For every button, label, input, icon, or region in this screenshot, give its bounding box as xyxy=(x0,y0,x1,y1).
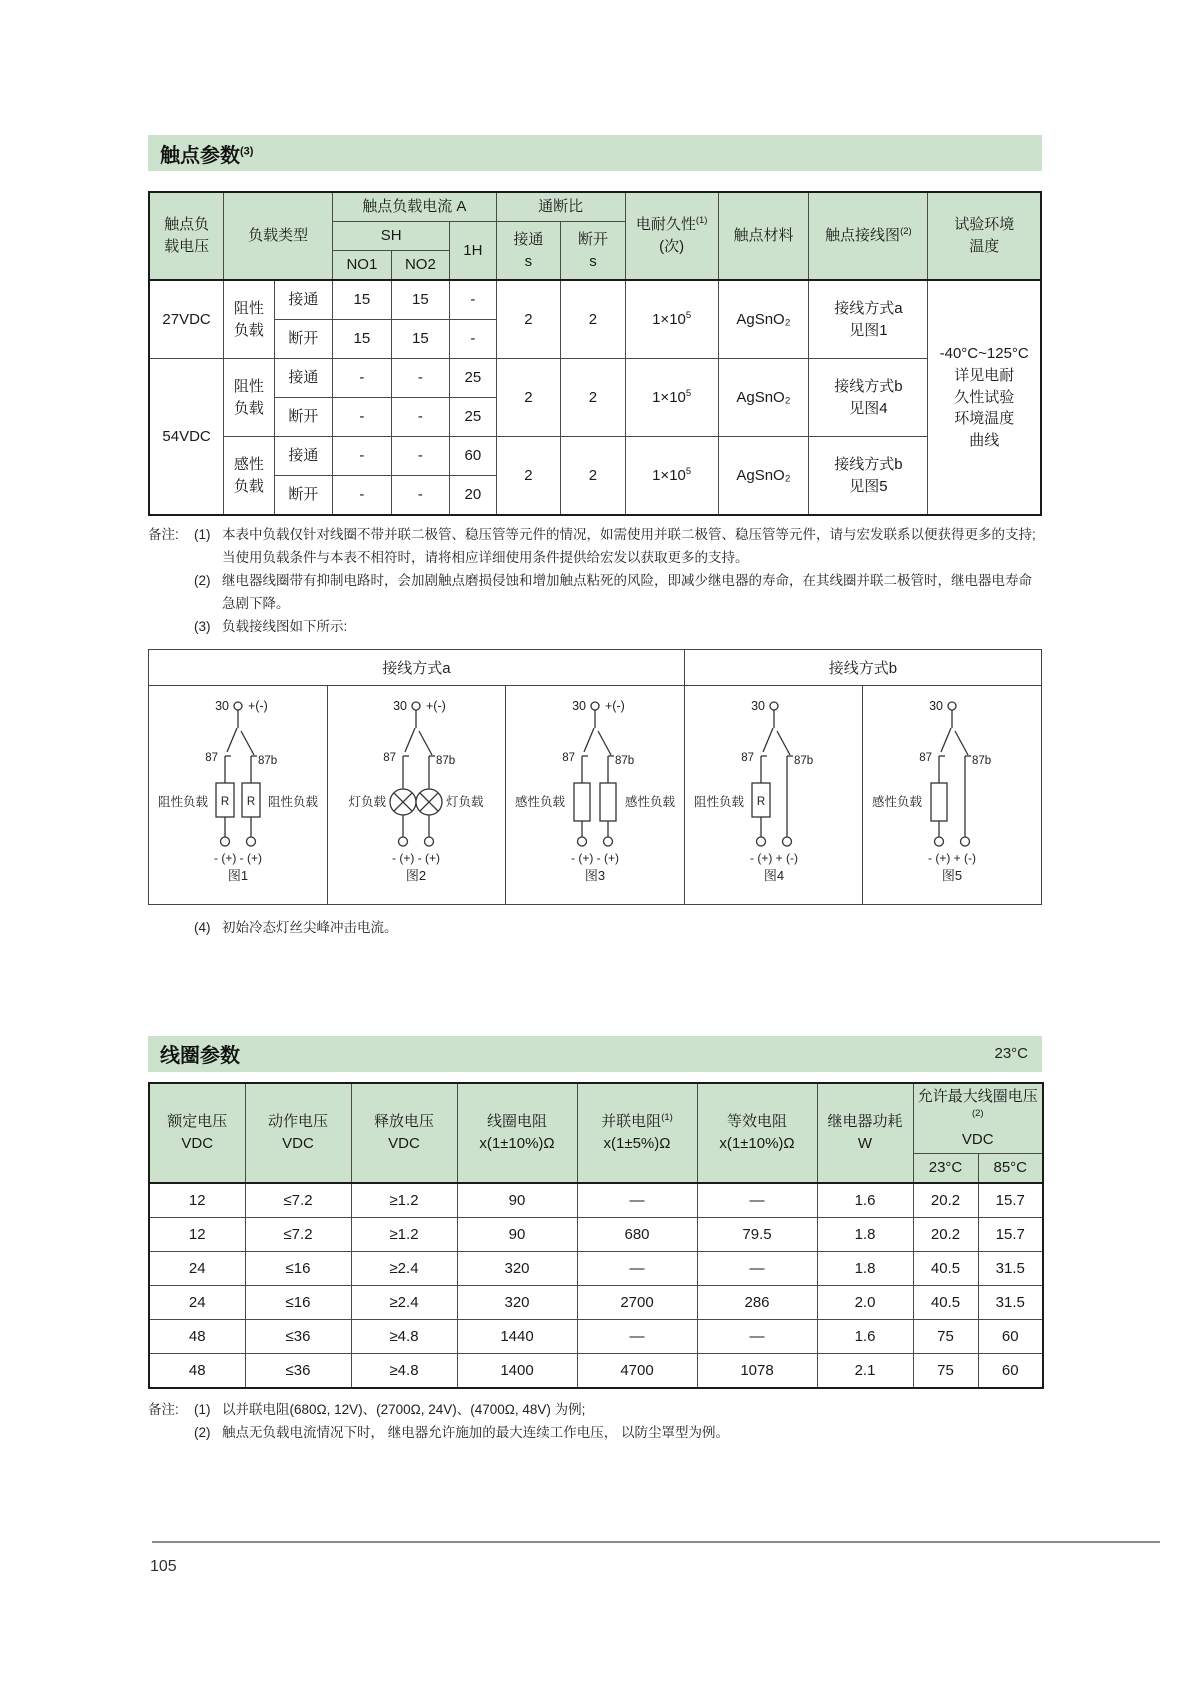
diagram-cell-fig1 xyxy=(149,685,328,904)
table-cell: 1078 xyxy=(697,1353,817,1388)
table-cell: 54VDC xyxy=(149,359,224,516)
table-cell: 20.2 xyxy=(913,1183,978,1218)
contact-table-note4 xyxy=(148,917,1042,940)
note-text: 负载接线图如下所示: xyxy=(222,618,348,634)
wiring-diagram-图4 xyxy=(686,688,862,890)
note-text: 触点无负载电流情况下时， 继电器允许施加的最大连续工作电压， 以防尘罩型为例。 xyxy=(222,1424,730,1440)
table-cell: 90 xyxy=(457,1217,577,1251)
table-cell: 24 xyxy=(149,1285,245,1319)
table-cell: AgSnO₂ xyxy=(718,437,809,516)
table-cell: AgSnO₂ xyxy=(718,359,809,437)
svg-text:感性负载: 感性负载 xyxy=(514,794,565,809)
table-cell: 40.5 xyxy=(913,1251,978,1285)
column-header: 通断比 xyxy=(496,192,625,222)
table-cell: - xyxy=(333,437,392,476)
table-cell: 27VDC xyxy=(149,280,224,359)
svg-text:阻性负载: 阻性负载 xyxy=(157,794,208,809)
table-cell: ≤16 xyxy=(245,1251,351,1285)
table-cell: 1400 xyxy=(457,1353,577,1388)
page-number: 105 xyxy=(150,1558,177,1575)
wiring-diagram-图3 xyxy=(507,688,683,890)
svg-text:30: 30 xyxy=(572,698,586,713)
table-cell: 1440 xyxy=(457,1319,577,1353)
svg-text:+(-): +(-) xyxy=(247,698,268,713)
svg-text:图5: 图5 xyxy=(942,867,963,883)
table-cell: 2 xyxy=(496,280,561,359)
svg-text:30: 30 xyxy=(393,698,408,713)
table-cell: 15.7 xyxy=(978,1183,1043,1218)
table-cell: 48 xyxy=(149,1319,245,1353)
note-item xyxy=(194,524,1042,570)
coil-section-title-text: 线圈参数 xyxy=(160,1045,240,1068)
note-number: (3) xyxy=(194,618,211,634)
note-text: 以并联电阻(680Ω, 12V)、(2700Ω, 24V)、(4700Ω, 48V) 为例; xyxy=(222,1401,586,1417)
column-header: 断开 s xyxy=(561,222,626,281)
page-content xyxy=(148,135,1042,1445)
note-text: 本表中负载仅针对线圈不带并联二极管、稳压管等元件的情况，如需使用并联二极管、稳压管等元件，请与宏发联系以便获得更多的支持; 当使用负载条件与本表不相符时，请将相应详细使用条件提供给宏发以获取更多的支持。 xyxy=(222,527,1036,565)
contact-section-title-text: 触点参数 xyxy=(160,144,240,167)
table-cell: 接通 xyxy=(274,359,333,398)
table-cell: ≥1.2 xyxy=(351,1183,457,1218)
svg-text:+(-): +(-) xyxy=(426,698,447,713)
svg-text:87: 87 xyxy=(740,751,754,764)
diagram-cell-fig3 xyxy=(506,685,685,904)
svg-text:87: 87 xyxy=(383,751,397,764)
table-cell: 79.5 xyxy=(697,1217,817,1251)
column-header: 负载类型 xyxy=(224,192,333,280)
note-item xyxy=(194,616,1042,639)
table-cell: 2.1 xyxy=(817,1353,913,1388)
contact-section-title-sup: (3) xyxy=(240,144,254,157)
column-header: 等效电阻 x(1±10%)Ω xyxy=(697,1083,817,1183)
table-cell: — xyxy=(697,1183,817,1218)
table-cell: 4700 xyxy=(577,1353,697,1388)
table-cell: - xyxy=(333,398,392,437)
table-cell: 1.8 xyxy=(817,1251,913,1285)
wiring-diagram-图1 xyxy=(150,688,326,890)
svg-text:灯负载: 灯负载 xyxy=(446,794,484,809)
diagram-cell-fig5 xyxy=(863,685,1042,904)
table-cell: - xyxy=(391,359,450,398)
contact-table-notes xyxy=(148,524,1042,639)
svg-text:阻性负载: 阻性负载 xyxy=(267,794,318,809)
column-header: 并联电阻$^{(1)}$ x(1±5%)Ω xyxy=(577,1083,697,1183)
svg-text:阻性负载: 阻性负载 xyxy=(693,794,744,809)
table-cell: 320 xyxy=(457,1285,577,1319)
table-cell: 断开 xyxy=(274,398,333,437)
column-header: 电耐久性$^{(1)}$ (次) xyxy=(625,192,718,280)
note-item xyxy=(194,1399,1042,1422)
table-cell: ≥4.8 xyxy=(351,1353,457,1388)
svg-text:87b: 87b xyxy=(972,754,992,767)
svg-text:- (+) - (+): - (+) - (+) xyxy=(570,850,619,865)
table-cell: - xyxy=(391,476,450,516)
table-cell: $1\times 10^5$ xyxy=(625,359,718,437)
table-cell: ≥1.2 xyxy=(351,1217,457,1251)
table-cell: 接线方式b 见图4 xyxy=(809,359,928,437)
coil-parameters-section-header xyxy=(148,1036,1042,1072)
column-header: 线圈电阻 x(1±10%)Ω xyxy=(457,1083,577,1183)
contact-note4-list xyxy=(194,917,1042,940)
note-number: (2) xyxy=(194,572,211,588)
svg-text:87b: 87b xyxy=(793,754,813,767)
note-item xyxy=(194,917,1042,940)
column-header: 触点接线图$^{(2)}$ xyxy=(809,192,928,280)
column-header: 继电器功耗 W xyxy=(817,1083,913,1183)
table-cell: 2700 xyxy=(577,1285,697,1319)
table-cell: 2 xyxy=(561,359,626,437)
table-cell: ≤36 xyxy=(245,1319,351,1353)
contact-parameters-table xyxy=(148,191,1042,516)
table-row xyxy=(149,280,1041,320)
table-cell: 40.5 xyxy=(913,1285,978,1319)
column-header: 1H xyxy=(450,222,496,281)
table-cell: 20.2 xyxy=(913,1217,978,1251)
wiring-method-b-header: 接线方式b xyxy=(684,649,1041,685)
table-cell: — xyxy=(697,1251,817,1285)
table-row xyxy=(149,359,1041,398)
svg-text:- (+) + (-): - (+) + (-) xyxy=(928,850,977,865)
table-cell: 2.0 xyxy=(817,1285,913,1319)
note-text: 继电器线圈带有抑制电路时，会加剧触点磨损侵蚀和增加触点粘死的风险，即减少继电器的寿命，在其线圈并联二极管时，继电器电寿命 急剧下降。 xyxy=(222,572,1032,611)
table-cell: 286 xyxy=(697,1285,817,1319)
table-cell: 断开 xyxy=(274,320,333,359)
svg-text:图1: 图1 xyxy=(227,867,248,883)
notes-label: 备注: xyxy=(148,527,179,542)
coil-section-title xyxy=(160,1039,240,1068)
table-cell: - xyxy=(450,320,496,359)
svg-text:87: 87 xyxy=(205,751,218,764)
table-cell: 31.5 xyxy=(978,1251,1043,1285)
table-cell: 24 xyxy=(149,1251,245,1285)
svg-text:87b: 87b xyxy=(436,754,456,767)
table-cell: 2 xyxy=(496,437,561,516)
svg-text:87b: 87b xyxy=(257,754,277,767)
table-cell: 25 xyxy=(450,359,496,398)
column-header: 动作电压 VDC xyxy=(245,1083,351,1183)
diagram-cell-fig4 xyxy=(684,685,863,904)
table-cell: - xyxy=(391,437,450,476)
coil-notes-list xyxy=(194,1399,1042,1445)
svg-text:87b: 87b xyxy=(614,754,635,767)
column-header: 85°C xyxy=(978,1153,1043,1183)
table-cell: 31.5 xyxy=(978,1285,1043,1319)
table-row xyxy=(149,1217,1043,1251)
column-header: 允许最大线圈电压$^{(2)}$ VDC xyxy=(913,1083,1043,1154)
table-cell: 2 xyxy=(496,359,561,437)
svg-text:灯负载: 灯负载 xyxy=(348,794,387,809)
table-cell: ≥4.8 xyxy=(351,1319,457,1353)
load-wiring-diagram-table xyxy=(148,649,1042,905)
table-cell: ≤7.2 xyxy=(245,1217,351,1251)
table-cell: 15 xyxy=(333,280,392,320)
svg-text:- (+) + (-): - (+) + (-) xyxy=(749,850,798,865)
table-cell: 75 xyxy=(913,1353,978,1388)
table-row xyxy=(149,1353,1043,1388)
table-cell: -40°C~125°C 详见电耐 久性试验 环境温度 曲线 xyxy=(928,280,1041,515)
column-header: NO1 xyxy=(333,251,392,281)
table-row xyxy=(149,437,1041,476)
column-header: 触点负载电流 A xyxy=(333,192,496,222)
table-cell: 60 xyxy=(450,437,496,476)
svg-text:R: R xyxy=(246,795,255,808)
table-cell: 60 xyxy=(978,1353,1043,1388)
column-header: 释放电压 VDC xyxy=(351,1083,457,1183)
diagram-row xyxy=(149,685,1042,904)
svg-text:30: 30 xyxy=(929,698,944,713)
table-cell: AgSnO₂ xyxy=(718,280,809,359)
table-cell: 15 xyxy=(391,280,450,320)
note-number: (4) xyxy=(194,919,211,935)
wiring-diagram-图2 xyxy=(328,688,504,890)
table-cell: 断开 xyxy=(274,476,333,516)
table-cell: 感性 负载 xyxy=(224,437,274,516)
table-cell: 48 xyxy=(149,1353,245,1388)
column-header: 触点材料 xyxy=(718,192,809,280)
table-cell: — xyxy=(697,1319,817,1353)
table-cell: 2 xyxy=(561,280,626,359)
contact-notes-list xyxy=(194,524,1042,639)
note-number: (1) xyxy=(194,527,211,542)
column-header: 触点负 载电压 xyxy=(149,192,224,280)
table-cell: 阻性 负载 xyxy=(224,280,274,359)
note-text: 初始冷态灯丝尖峰冲击电流。 xyxy=(222,919,398,935)
table-cell: 1.6 xyxy=(817,1183,913,1218)
column-header: NO2 xyxy=(391,251,450,281)
table-cell: 接通 xyxy=(274,437,333,476)
svg-text:图3: 图3 xyxy=(584,867,606,883)
table-cell: 15.7 xyxy=(978,1217,1043,1251)
table-cell: 90 xyxy=(457,1183,577,1218)
table-cell: - xyxy=(333,359,392,398)
contact-section-title xyxy=(160,139,253,168)
table-cell: $1\times 10^5$ xyxy=(625,280,718,359)
table-cell: 15 xyxy=(391,320,450,359)
coil-section-temperature: 23°C xyxy=(994,1045,1028,1063)
coil-table-notes xyxy=(148,1399,1042,1445)
contact-parameters-section-header xyxy=(148,135,1042,171)
table-cell: — xyxy=(577,1251,697,1285)
table-row xyxy=(149,1183,1043,1218)
table-cell: — xyxy=(577,1183,697,1218)
svg-text:感性负载: 感性负载 xyxy=(624,794,675,809)
table-cell: 2 xyxy=(561,437,626,516)
notes-label-spacer xyxy=(148,917,194,940)
coil-parameters-table xyxy=(148,1082,1044,1389)
table-cell: 320 xyxy=(457,1251,577,1285)
table-cell: 1.8 xyxy=(817,1217,913,1251)
table-cell: ≥2.4 xyxy=(351,1285,457,1319)
svg-text:- (+) - (+): - (+) - (+) xyxy=(213,850,262,865)
table-row xyxy=(149,1285,1043,1319)
table-cell: 680 xyxy=(577,1217,697,1251)
wiring-method-a-header: 接线方式a xyxy=(149,649,685,685)
table-cell: - xyxy=(391,398,450,437)
table-cell: ≤36 xyxy=(245,1353,351,1388)
wiring-diagram-图5 xyxy=(864,688,1040,890)
footer-divider xyxy=(152,1541,1160,1543)
table-cell: 12 xyxy=(149,1217,245,1251)
table-cell: — xyxy=(577,1319,697,1353)
table-cell: 60 xyxy=(978,1319,1043,1353)
svg-text:感性负载: 感性负载 xyxy=(872,794,923,809)
table-cell: 75 xyxy=(913,1319,978,1353)
table-cell: - xyxy=(450,280,496,320)
column-header: 23°C xyxy=(913,1153,978,1183)
table-cell: 接线方式a 见图1 xyxy=(809,280,928,359)
note-item xyxy=(194,570,1042,616)
table-cell: 12 xyxy=(149,1183,245,1218)
svg-text:图4: 图4 xyxy=(763,867,784,883)
table-cell: 15 xyxy=(333,320,392,359)
table-cell: 接通 xyxy=(274,280,333,320)
note-number: (2) xyxy=(194,1424,211,1440)
table-cell: ≤7.2 xyxy=(245,1183,351,1218)
svg-text:+(-): +(-) xyxy=(604,698,625,713)
svg-text:87: 87 xyxy=(919,751,933,764)
table-cell: ≤16 xyxy=(245,1285,351,1319)
svg-text:30: 30 xyxy=(214,698,229,713)
table-row xyxy=(149,1251,1043,1285)
table-cell: 20 xyxy=(450,476,496,516)
svg-text:R: R xyxy=(220,795,229,808)
column-header: 额定电压 VDC xyxy=(149,1083,245,1183)
column-header: 试验环境 温度 xyxy=(928,192,1041,280)
table-cell: 阻性 负载 xyxy=(224,359,274,437)
table-cell: $1\times 10^5$ xyxy=(625,437,718,516)
table-cell: 25 xyxy=(450,398,496,437)
diagram-cell-fig2 xyxy=(327,685,506,904)
table-cell: ≥2.4 xyxy=(351,1251,457,1285)
table-cell: - xyxy=(333,476,392,516)
notes-label: 备注: xyxy=(148,1401,179,1417)
note-item xyxy=(194,1422,1042,1445)
svg-text:30: 30 xyxy=(750,698,765,713)
svg-text:R: R xyxy=(756,795,765,808)
svg-text:- (+) - (+): - (+) - (+) xyxy=(392,850,441,865)
table-cell: 接线方式b 见图5 xyxy=(809,437,928,516)
column-header: 接通 s xyxy=(496,222,561,281)
note-number: (1) xyxy=(194,1401,211,1417)
table-cell: 1.6 xyxy=(817,1319,913,1353)
svg-text:图2: 图2 xyxy=(406,867,427,883)
svg-text:87: 87 xyxy=(562,751,575,764)
column-header: SH xyxy=(333,222,450,251)
table-row xyxy=(149,1319,1043,1353)
